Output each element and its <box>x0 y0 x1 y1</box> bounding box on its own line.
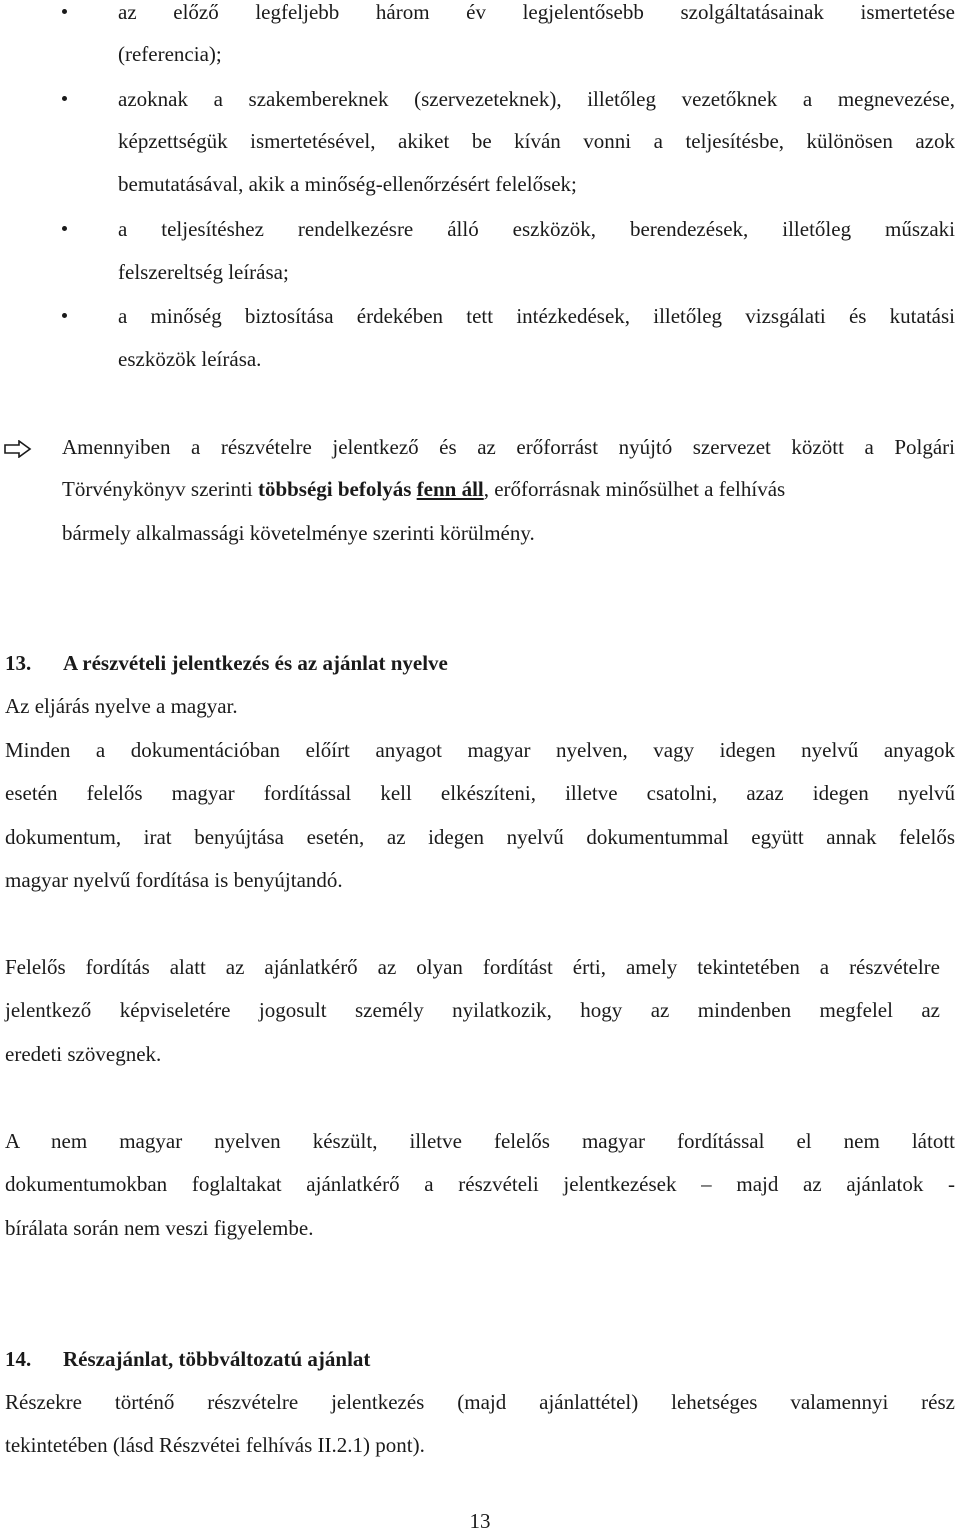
paragraph-line: Részekre történő részvételre jelentkezés (majd ajánlattétel) lehetséges valamennyi rész <box>5 1390 955 1414</box>
section-number: 14. <box>5 1347 32 1371</box>
bullet-line: a teljesítéshez rendelkezésre álló eszközök, berendezések, illetőleg műszaki <box>118 217 955 241</box>
emphasis-bold-underlined: fenn áll <box>416 477 484 501</box>
paragraph-line: eredeti szövegnek. <box>5 1042 162 1066</box>
paragraph: Az eljárás nyelve a magyar. <box>5 694 238 718</box>
bullet-line: eszközök leírása. <box>118 347 262 371</box>
section-title: Részajánlat, többváltozatú ajánlat <box>63 1347 371 1371</box>
emphasis-bold: többségi befolyás <box>257 477 412 501</box>
paragraph-line: esetén felelős magyar fordítással kell elkészíteni, illetve csatolni, azaz idegen nyelvű <box>5 781 955 805</box>
paragraph-line: tekintetében (lásd Részvétei felhívás II.2.1) pont). <box>5 1433 425 1457</box>
paragraph-line: jelentkező képviseletére jogosult személy nyilatkozik, hogy az mindenben megfelel az <box>5 998 940 1022</box>
arrow-para-line: Amennyiben a részvételre jelentkező és az erőforrást nyújtó szervezet között a Polgári <box>62 435 955 459</box>
bullet-line: felszereltség leírása; <box>118 260 289 284</box>
section-title: A részvételi jelentkezés és az ajánlat nyelve <box>63 651 448 675</box>
bullet-dot <box>62 9 67 14</box>
paragraph-line: A nem magyar nyelven készült, illetve felelős magyar fordítással el nem látott <box>5 1129 955 1153</box>
arrow-para-text: , erőforrásnak minősülhet a felhívás <box>483 477 786 501</box>
paragraph-line: Felelős fordítás alatt az ajánlatkérő az olyan fordítást érti, amely tekintetében a részvételre <box>5 955 940 979</box>
section-number: 13. <box>5 651 32 675</box>
bullet-line: (referencia); <box>118 42 222 66</box>
arrow-para-text: Törvénykönyv szerinti <box>62 477 258 501</box>
page-number: 13 <box>469 1509 491 1533</box>
bullet-dot <box>62 226 67 231</box>
bullet-line: bemutatásával, akik a minőség-ellenőrzésért felelősek; <box>118 172 577 196</box>
paragraph-line: dokumentumokban foglaltakat ajánlatkérő a részvételi jelentkezések – majd az ajánlatok - <box>5 1172 955 1196</box>
bullet-dot <box>62 96 67 101</box>
bullet-line: a minőség biztosítása érdekében tett intézkedések, illetőleg vizsgálati és kutatási <box>118 304 955 328</box>
bullet-line: azoknak a szakembereknek (szervezeteknek), illetőleg vezetőknek a megnevezése, <box>118 87 955 111</box>
bullet-dot <box>62 313 67 318</box>
bullet-line: képzettségük ismertetésével, akiket be kíván vonni a teljesítésbe, különösen azok <box>118 129 955 153</box>
paragraph-line: magyar nyelvű fordítása is benyújtandó. <box>5 868 343 892</box>
paragraph-line: dokumentum, irat benyújtása esetén, az idegen nyelvű dokumentummal együtt annak felelős <box>5 825 955 849</box>
paragraph-line: bírálata során nem veszi figyelembe. <box>5 1216 314 1240</box>
bullet-line: az előző legfeljebb három év legjelentősebb szolgáltatásainak ismertetése <box>118 0 955 24</box>
arrow-para-line <box>62 477 955 502</box>
paragraph-line: Minden a dokumentációban előírt anyagot magyar nyelven, vagy idegen nyelvű anyagok <box>5 738 955 762</box>
hollow-right-arrow-icon <box>4 440 32 458</box>
arrow-para-line: bármely alkalmassági követelménye szerinti körülmény. <box>62 521 535 545</box>
